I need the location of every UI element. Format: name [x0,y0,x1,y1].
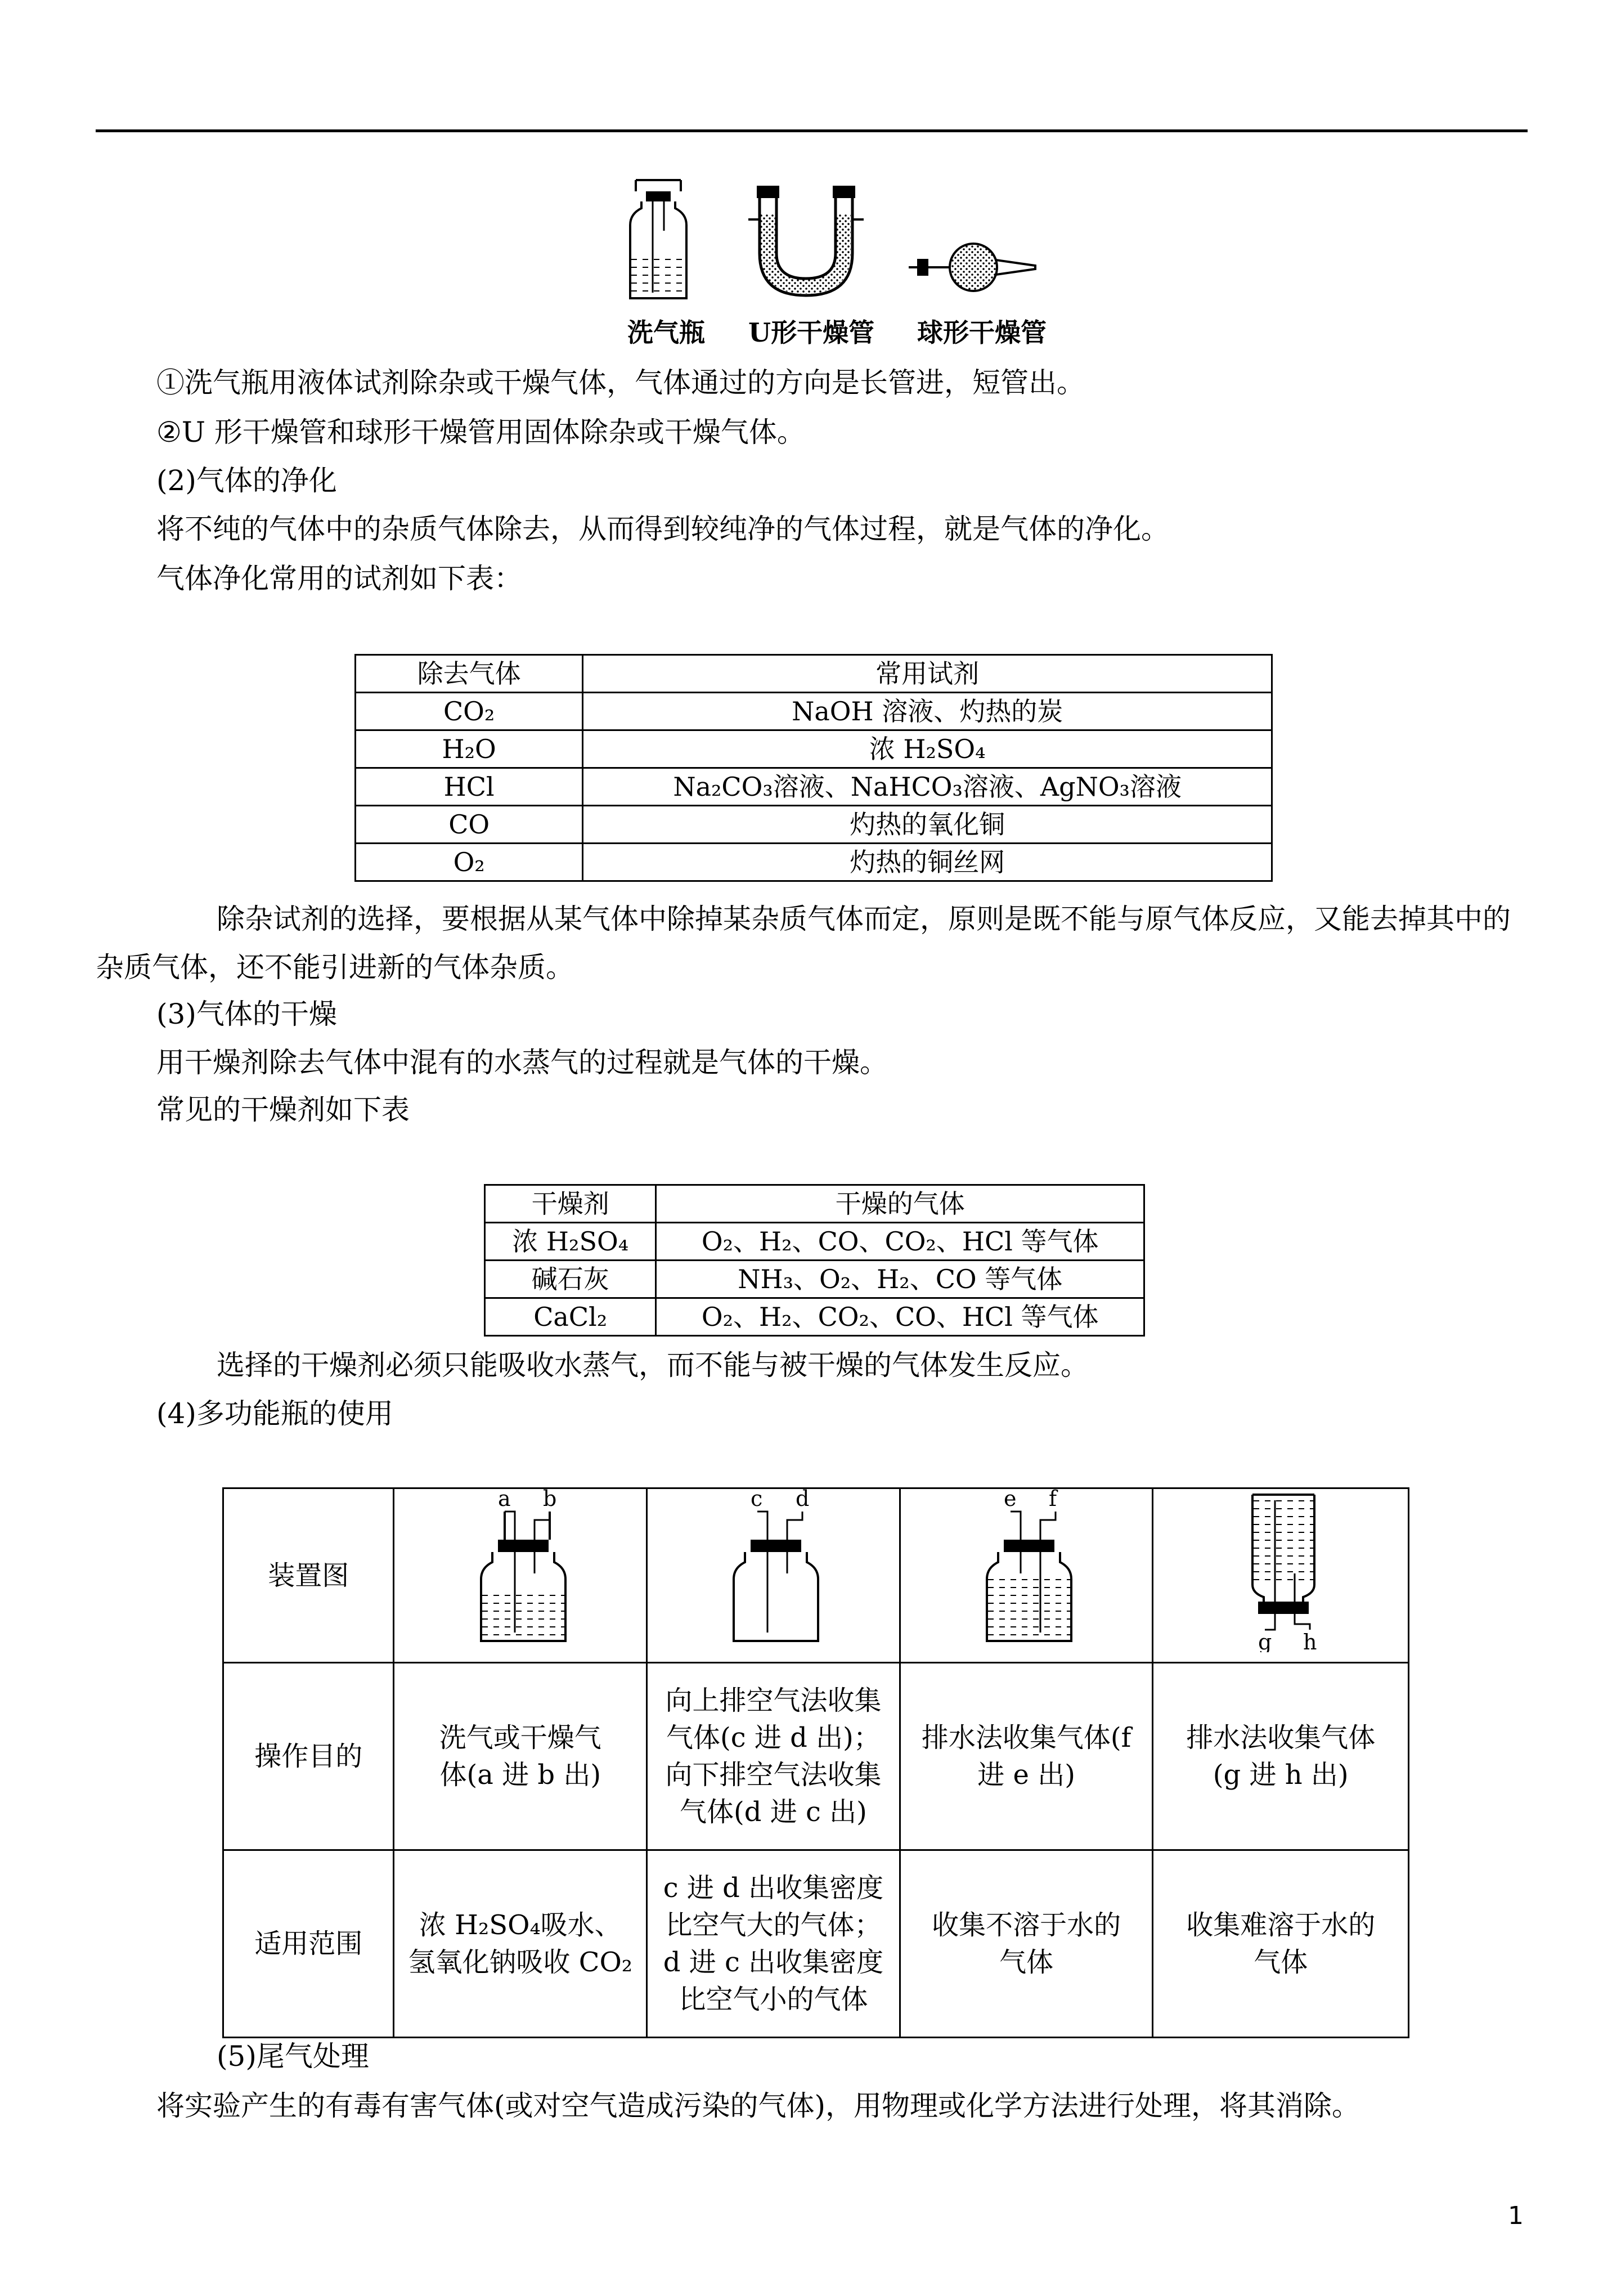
table-cell: O₂、H₂、CO₂、CO、HCl 等气体 [656,1298,1144,1336]
page-number: 1 [1508,2201,1524,2230]
tube-label-h: h [1303,1630,1317,1652]
table-cell [900,1850,1153,2038]
scope-text: 收集难溶于水的气体 [1186,1909,1376,1978]
header-gas: 除去气体 [356,655,583,693]
header-rule [96,129,1528,132]
table-cell: H₂O [356,730,583,768]
table-row [356,844,1272,881]
table-cell: CaCl₂ [485,1298,656,1336]
header-reagent: 常用试剂 [583,655,1272,693]
table-cell [900,1663,1153,1850]
wash-bottle-ab-icon [459,1489,582,1652]
row-label-scope: 适用范围 [223,1850,394,2038]
table-cell: Na₂CO₃溶液、NaHCO₃溶液、AgNO₃溶液 [583,768,1272,806]
inverted-bottle-gh-icon [1219,1489,1342,1652]
purpose-text: 排水法收集气体(g 进 h 出) [1186,1722,1376,1791]
header-dried-gas: 干燥的气体 [656,1185,1144,1223]
table-row [485,1223,1144,1261]
tube-label-a: a [497,1489,511,1511]
table-row [485,1298,1144,1336]
table-cell: HCl [356,768,583,806]
table-cell [647,1663,900,1850]
para-6: 用干燥剂除去气体中混有的水蒸气的过程就是气体的干燥。 [156,1046,888,1079]
table-cell [394,1663,647,1850]
scope-text: c 进 d 出收集密度比空气大的气体；d 进 c 出收集密度比空气小的气体 [663,1872,884,2015]
tube-label-d: d [796,1489,810,1511]
table-cell [1153,1850,1409,2038]
bulb-drying-tube-icon [909,244,1035,291]
apparatus-cell-ef [900,1488,1153,1663]
heading-multi-bottle: (4)多功能瓶的使用 [156,1397,393,1430]
apparatus-cell-gh [1153,1488,1409,1663]
drying-table [484,1184,1145,1337]
row-label-purpose: 操作目的 [223,1663,394,1850]
para-5: 除杂试剂的选择，要根据从某气体中除掉某杂质气体而定，原则是既不能与原气体反应，又能去掉其中的杂质气体，还不能引进新的气体杂质。 [96,903,1511,984]
table-row [223,1850,1409,2038]
table-row [223,1663,1409,1850]
para-4: 气体净化常用的试剂如下表： [156,562,522,595]
para-8: 选择的干燥剂必须只能吸收水蒸气，而不能与被干燥的气体发生反应。 [217,1349,1089,1382]
drying-apparatus-figure [619,169,1069,304]
table-cell: 碱石灰 [485,1261,656,1298]
heading-purification: (2)气体的净化 [156,464,337,497]
scope-text: 浓 H₂SO₄吸水、氢氧化钠吸收 CO₂ [408,1909,633,1978]
purification-table [354,654,1273,882]
tube-label-c: c [751,1489,763,1511]
table-cell: CO₂ [356,693,583,730]
table-cell [647,1850,900,2038]
purpose-text: 向上排空气法收集气体(c 进 d 出)；向下排空气法收集气体(d 进 c 出) [665,1685,882,1828]
table-cell: 灼热的铜丝网 [583,844,1272,881]
table-row [356,693,1272,730]
tube-label-g: g [1258,1630,1272,1652]
para-1: ①洗气瓶用液体试剂除杂或干燥气体，气体通过的方向是长管进，短管出。 [156,366,1085,399]
table-row [223,1488,1409,1663]
tube-label-f: f [1049,1489,1057,1511]
para-2: ②U 形干燥管和球形干燥管用固体除杂或干燥气体。 [156,416,805,449]
purpose-text: 排水法收集气体(f 进 e 出) [921,1722,1131,1791]
heading-drying: (3)气体的干燥 [156,998,337,1030]
label-wash-bottle: 洗气瓶 [627,317,705,348]
para-9: 将实验产生的有毒有害气体(或对空气造成污染的气体)，用物理或化学方法进行处理，将其消除。 [156,2089,1360,2122]
table-row [356,768,1272,806]
scope-text: 收集不溶于水的气体 [932,1909,1121,1978]
label-bulb-tube: 球形干燥管 [917,317,1047,348]
table-cell [394,1850,647,2038]
table-cell: 灼热的氧化铜 [583,806,1272,844]
table-row [485,1261,1144,1298]
heading-exhaust: (5)尾气处理 [217,2040,369,2073]
table-row [356,730,1272,768]
table-cell: 浓 H₂SO₄ [583,730,1272,768]
wash-bottle-icon [630,180,686,298]
table-cell [1153,1663,1409,1850]
u-tube-icon [748,186,864,295]
apparatus-cell-cd [647,1488,900,1663]
para-3: 将不纯的气体中的杂质气体除去，从而得到较纯净的气体过程，就是气体的净化。 [156,513,1169,545]
table-cell: CO [356,806,583,844]
tube-label-b: b [542,1489,557,1511]
header-desiccant: 干燥剂 [485,1185,656,1223]
gas-bottle-cd-icon [711,1489,835,1652]
tube-label-e: e [1004,1489,1017,1511]
water-bottle-ef-icon [964,1489,1088,1652]
label-u-tube: U形干燥管 [748,317,875,348]
table-cell: NaOH 溶液、灼热的炭 [583,693,1272,730]
purpose-text: 洗气或干燥气体(a 进 b 出) [439,1722,601,1791]
table-cell: NH₃、O₂、H₂、CO 等气体 [656,1261,1144,1298]
para-7: 常见的干燥剂如下表 [156,1093,410,1126]
multi-bottle-table [222,1487,1409,2038]
apparatus-cell-ab [394,1488,647,1663]
table-row [356,806,1272,844]
table-cell: O₂ [356,844,583,881]
table-cell: O₂、H₂、CO、CO₂、HCl 等气体 [656,1223,1144,1261]
row-label-apparatus: 装置图 [223,1488,394,1663]
table-cell: 浓 H₂SO₄ [485,1223,656,1261]
